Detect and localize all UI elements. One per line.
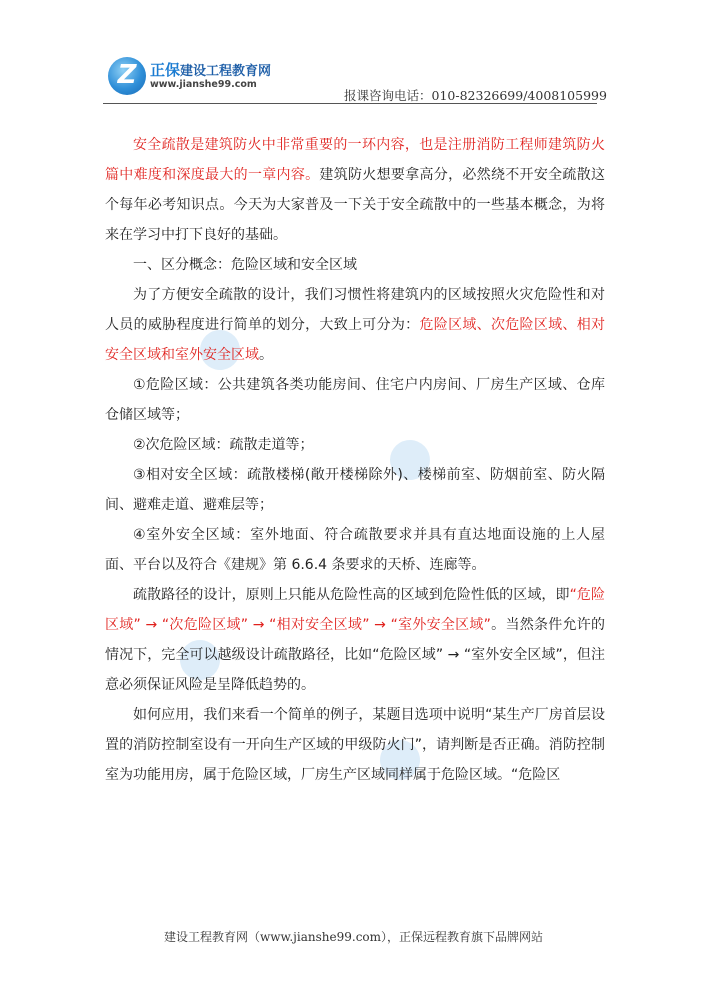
logo-emblem-icon [108, 57, 146, 95]
highlighted-text: 危险区域、次危险区域、相对安全区域和室外安全区域 [105, 317, 606, 363]
body-text: 。当然条件允许的情况下，完全可以越级设计疏散路径，比如“危险区域” → “室外安全区域”，但注意必须保证风险是呈降低趋势的。 [105, 617, 605, 693]
highlighted-text: 安全疏散是建筑防火中非常重要的一环内容，也是注册消防工程师建筑防火篇中难度和深度最大的一章内容。 [105, 137, 605, 183]
logo-brand-name: 正保建设工程教育网 [150, 61, 272, 79]
article-paragraph [105, 250, 605, 280]
page-header [0, 0, 707, 110]
body-text: ③相对安全区域：疏散楼梯(敞开楼梯除外)、楼梯前室、防烟前室、防火隔间、避难走道、避难层等； [105, 467, 605, 513]
body-text: 疏散路径的设计，原则上只能从危险性高的区域到危险性低的区域，即 [133, 587, 570, 603]
body-text: 。 [259, 347, 273, 363]
contact-phone: 报课咨询电话：010-82326699/4008105999 [344, 88, 607, 103]
body-text: 如何应用，我们来看一个简单的例子，某题目选项中说明“某生产厂房首层设置的消防控制室设有一开向生产区域的甲级防火门”，请判断是否正确。消防控制室为功能用房，属于危险区域，厂房生产区域同样属于危险区域。“危险区 [105, 707, 605, 783]
body-text: ①危险区域：公共建筑各类功能房间、住宅户内房间、厂房生产区域、仓库仓储区域等； [105, 377, 605, 423]
article-paragraph [105, 580, 605, 700]
site-logo[interactable] [108, 55, 288, 101]
article-paragraph [105, 520, 605, 580]
article-paragraph [105, 700, 605, 790]
article-paragraph [105, 460, 605, 520]
body-text: ②次危险区域：疏散走道等； [133, 437, 314, 453]
header-divider [103, 103, 597, 104]
body-text: 一、区分概念：危险区域和安全区域 [133, 257, 357, 273]
body-text: 为了方便安全疏散的设计，我们习惯性将建筑内的区域按照火灾危险性和对人员的威胁程度进行简单的划分，大致上可分为： [105, 287, 605, 333]
article-paragraph [105, 430, 605, 460]
article-paragraph [105, 130, 605, 250]
article-paragraph [105, 370, 605, 430]
article-body [105, 130, 605, 790]
highlighted-text: “危险区域” → “次危险区域” → “相对安全区域” → “室外安全区域” [105, 587, 605, 633]
page-footer: 建设工程教育网（www.jianshe99.com），正保远程教育旗下品牌网站 [163, 930, 544, 944]
body-text: ④室外安全区域：室外地面、符合疏散要求并具有直达地面设施的上人屋面、平台以及符合《建规》第 6.6.4 条要求的天桥、连廊等。 [105, 527, 605, 573]
logo-url: www.jianshe99.com [150, 79, 257, 90]
article-paragraph [105, 280, 605, 370]
body-text: 建筑防火想要拿高分，必然绕不开安全疏散这个每年必考知识点。今天为大家普及一下关于安全疏散中的一些基本概念，为将来在学习中打下良好的基础。 [105, 167, 606, 243]
